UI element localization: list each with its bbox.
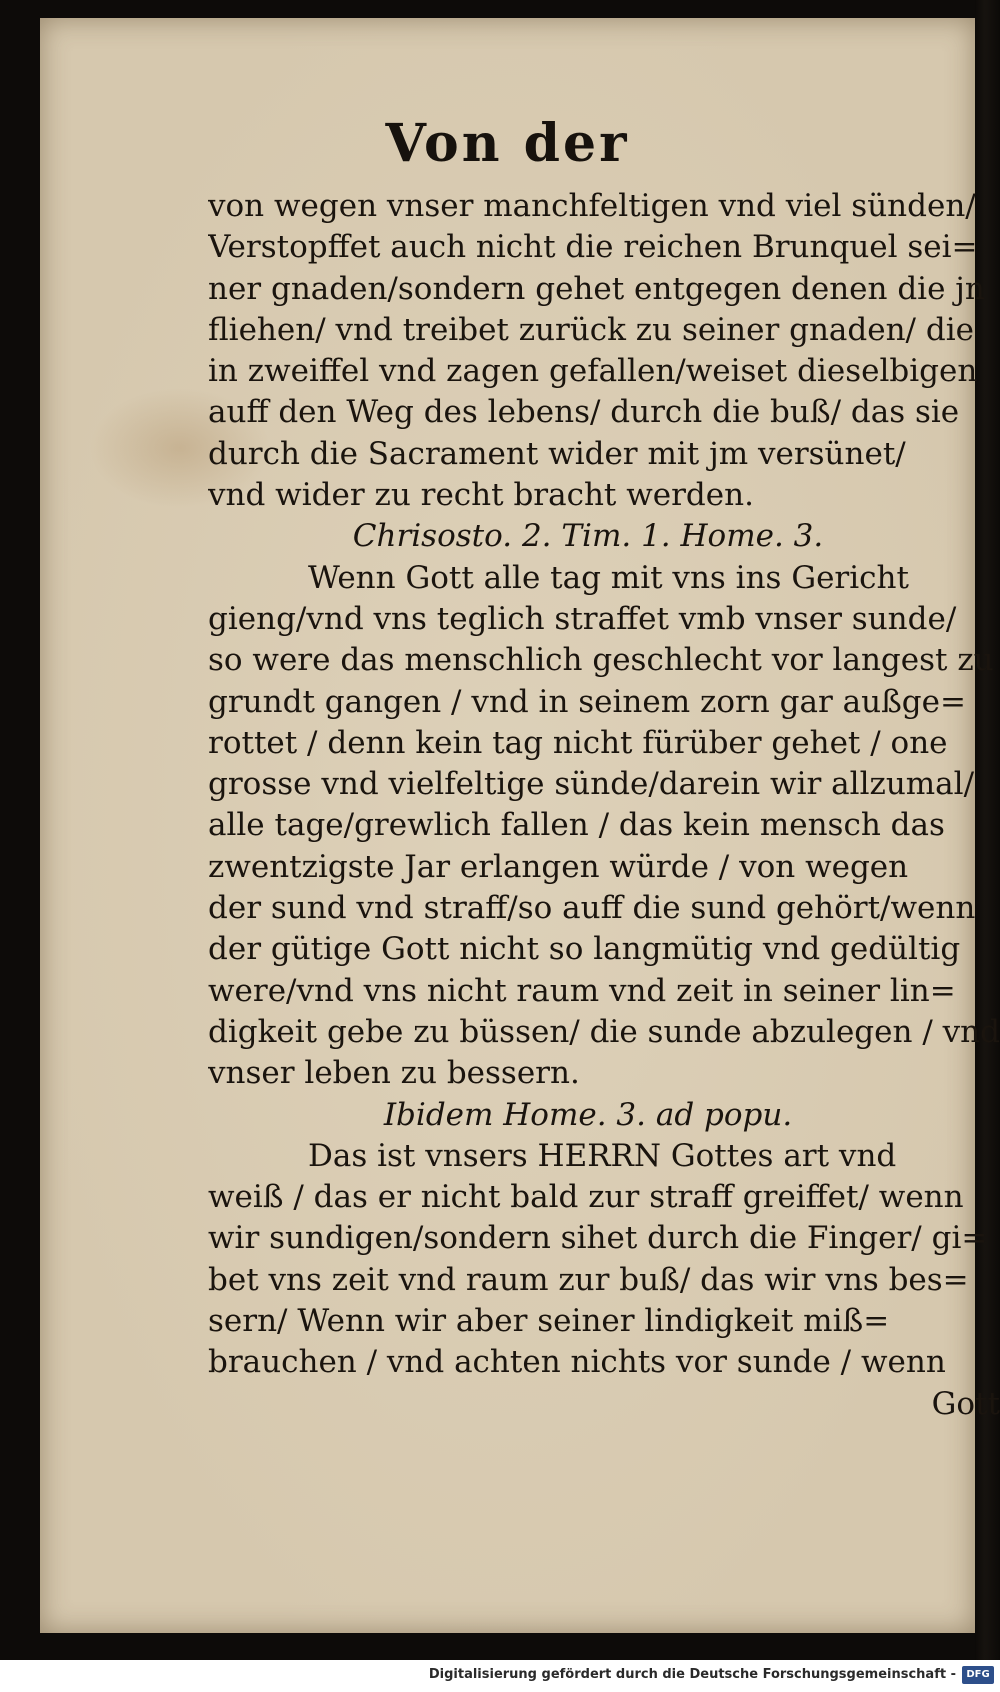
digitization-footer [0, 1660, 1000, 1692]
text-line: der gütige Gott nicht so langmütig vnd gedültig [208, 931, 961, 968]
text-line: weiß / das er nicht bald zur straff greiffet/ wenn [208, 1179, 964, 1216]
text-line: alle tage/grewlich fallen / das kein mensch das [208, 807, 945, 844]
text-line: were/vnd vns nicht raum vnd zeit in seiner lin= [208, 972, 956, 1009]
footer-credit: Digitalisierung gefördert durch die Deutsche Forschungsgemeinschaft - [428, 1667, 956, 1682]
text-line: wir sundigen/sondern sihet durch die Finger/ gi= [208, 1220, 988, 1257]
text-line: gieng/vnd vns teglich straffet vmb vnser sunde/ [208, 600, 957, 637]
text-line: sern/ Wenn wir aber seiner lindigkeit miß= [208, 1303, 890, 1340]
text-line: in zweiffel vnd zagen gefallen/weiset dieselbigen [208, 353, 978, 390]
text-line: grosse vnd vielfeltige sünde/darein wir allzumal/ [208, 766, 975, 803]
text-line: vnd wider zu recht bracht werden. [208, 477, 754, 514]
catchword: Gott [931, 1385, 1000, 1422]
text-line: der sund vnd straff/so auff die sund gehört/wenn [208, 890, 976, 927]
text-line: Wenn Gott alle tag mit vns ins Gericht [308, 559, 909, 596]
text-line: Verstopffet auch nicht die reichen Brunquel sei= [208, 229, 978, 266]
text-line: rottet / denn kein tag nicht fürüber gehet / one [208, 724, 948, 761]
text-line: vnser leben zu bessern. [208, 1055, 580, 1092]
dfg-logo: DFG [962, 1666, 994, 1684]
book-page [40, 18, 1000, 1633]
text-line: durch die Sacrament wider mit jm versünet/ [208, 435, 906, 472]
text-line: digkeit gebe zu büssen/ die sunde abzulegen / vnd [208, 1013, 1000, 1050]
text-line: brauchen / vnd achten nichts vor sunde / wenn [208, 1344, 946, 1381]
text-line: bet vns zeit vnd raum zur buß/ das wir vns bes= [208, 1261, 969, 1298]
text-line: auff den Weg des lebens/ durch die buß/ das sie [208, 394, 960, 431]
body-text [208, 186, 1000, 1425]
text-line: so were das menschlich geschlecht vor langest zu [208, 642, 994, 679]
text-line: fliehen/ vnd treibet zurück zu seiner gnaden/ die [208, 311, 974, 348]
text-line: zwentzigste Jar erlangen würde / von wegen [208, 848, 909, 885]
text-line: ner gnaden/sondern gehet entgegen denen die jn [208, 270, 985, 307]
section-heading: Ibidem Home. 3. ad popu. [383, 1096, 793, 1133]
section-heading: Chrisosto. 2. Tim. 1. Home. 3. [352, 518, 824, 555]
text-line: von wegen vnser manchfeltigen vnd viel sünden/ [208, 188, 976, 224]
text-line: Das ist vnsers HERRN Gottes art vnd [308, 1137, 897, 1174]
text-line: grundt gangen / vnd in seinem zorn gar außge= [208, 683, 966, 720]
running-head: Von der [385, 113, 630, 174]
